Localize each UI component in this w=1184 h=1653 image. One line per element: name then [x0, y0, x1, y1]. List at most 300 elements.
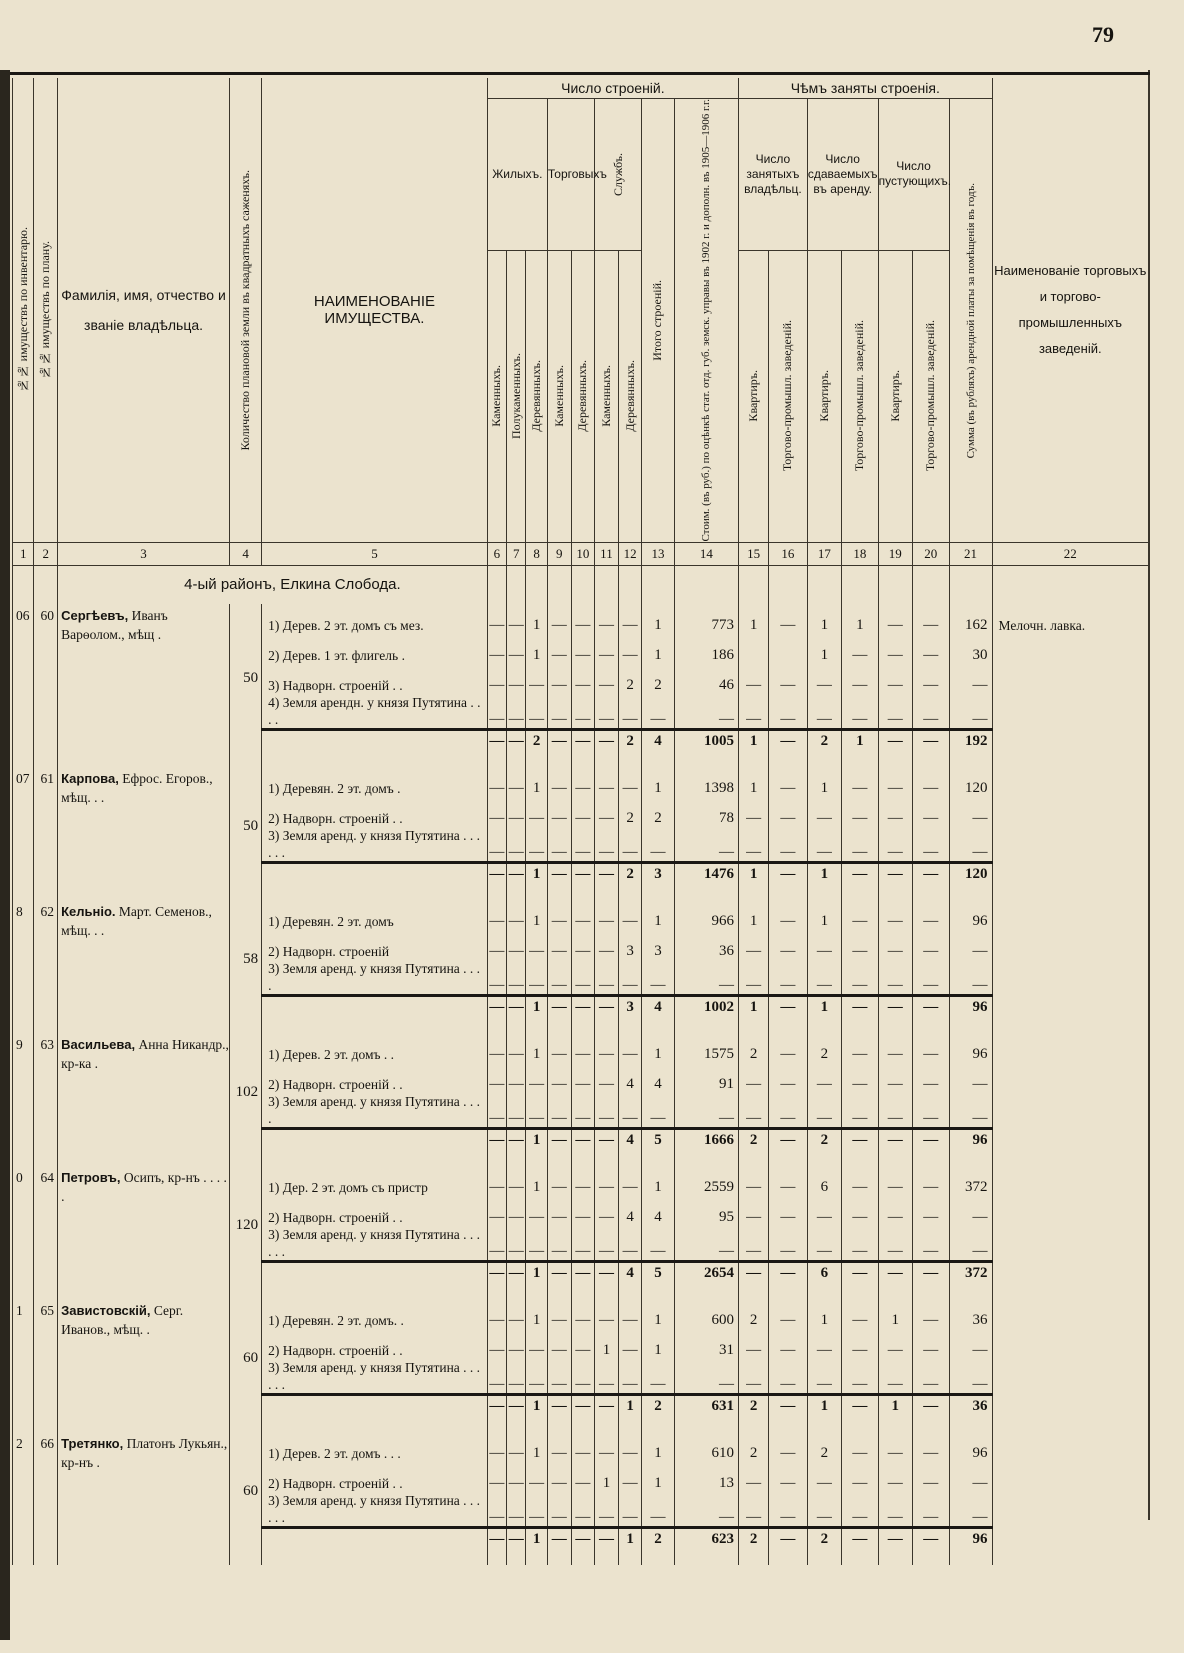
count-cell: 6: [807, 1166, 841, 1196]
header-service-wooden: Деревянныхъ.: [618, 250, 642, 542]
total-count-cell: —: [912, 1128, 949, 1152]
count-cell: 2: [739, 1033, 769, 1063]
total-count-cell: —: [487, 729, 506, 753]
count-cell: —: [842, 900, 879, 930]
owner-details: Анна Никандр., кр-ка .: [61, 1036, 229, 1071]
count-cell: 1: [807, 900, 841, 930]
plan-number: 64: [34, 1166, 58, 1285]
count-cell: —: [642, 1492, 674, 1528]
count-cell: —: [769, 1329, 808, 1359]
property-description: 1) Деревян. 2 эт. домъ. .: [262, 1299, 488, 1329]
total-count-cell: 1: [807, 995, 841, 1019]
count-cell: —: [595, 1166, 619, 1196]
total-rent-cell: 96: [949, 995, 992, 1019]
value-cell: 78: [674, 797, 738, 827]
column-number: 3: [58, 542, 230, 565]
total-spacer: [262, 862, 488, 886]
count-cell: —: [487, 634, 506, 664]
count-cell: —: [878, 930, 912, 960]
count-cell: —: [878, 900, 912, 930]
count-cell: —: [571, 694, 595, 730]
property-ledger-table: [12, 78, 1148, 1565]
property-description: 3) Надворн. строеній . .: [262, 664, 488, 694]
row-gap: [13, 1152, 1149, 1166]
count-cell: —: [618, 1432, 642, 1462]
count-cell: —: [571, 930, 595, 960]
count-cell: —: [912, 960, 949, 996]
column-number: 9: [547, 542, 571, 565]
rent-cell: 96: [949, 1033, 992, 1063]
count-cell: —: [487, 604, 506, 634]
count-cell: —: [595, 1063, 619, 1093]
count-cell: —: [618, 1033, 642, 1063]
count-cell: —: [878, 694, 912, 730]
header-service: Службъ.: [595, 99, 642, 251]
column-number: 22: [992, 542, 1148, 565]
count-cell: —: [842, 1329, 879, 1359]
count-cell: —: [878, 664, 912, 694]
count-cell: —: [912, 1093, 949, 1129]
count-cell: —: [618, 1226, 642, 1262]
rent-cell: 96: [949, 1432, 992, 1462]
count-cell: —: [487, 1359, 506, 1395]
business-name: [992, 930, 1148, 960]
total-count-cell: 1: [526, 1261, 547, 1285]
total-count-cell: —: [571, 1128, 595, 1152]
total-count-cell: —: [878, 1527, 912, 1551]
value-cell: 31: [674, 1329, 738, 1359]
count-cell: 1: [842, 604, 879, 634]
total-rent-cell: 96: [949, 1128, 992, 1152]
rent-cell: —: [949, 930, 992, 960]
count-cell: —: [878, 1492, 912, 1528]
total-count-cell: 2: [618, 862, 642, 886]
value-cell: 600: [674, 1299, 738, 1329]
owner-surname: Сергѣевъ,: [61, 607, 129, 623]
business-name: [992, 797, 1148, 827]
total-count-cell: 1: [618, 1527, 642, 1551]
count-cell: —: [547, 1166, 571, 1196]
total-spacer: [262, 1128, 488, 1152]
total-count-cell: —: [912, 995, 949, 1019]
count-cell: 1: [642, 604, 674, 634]
property-description: 1) Деревян. 2 эт. домъ: [262, 900, 488, 930]
count-cell: 2: [642, 797, 674, 827]
total-rent-cell: 36: [949, 1394, 992, 1418]
value-cell: —: [674, 1226, 738, 1262]
rent-cell: 96: [949, 900, 992, 930]
count-cell: —: [769, 1093, 808, 1129]
count-cell: —: [507, 930, 526, 960]
count-cell: —: [571, 1226, 595, 1262]
count-cell: —: [526, 1226, 547, 1262]
total-count-cell: —: [595, 1527, 619, 1551]
total-count-cell: —: [769, 1527, 808, 1551]
count-cell: —: [878, 1226, 912, 1262]
header-group-occupied: Чѣмъ заняты строенія.: [739, 78, 993, 99]
count-cell: —: [487, 694, 506, 730]
count-cell: —: [739, 1063, 769, 1093]
count-cell: —: [547, 900, 571, 930]
total-count-cell: —: [878, 729, 912, 753]
total-count-cell: [992, 1261, 1148, 1285]
total-count-cell: —: [507, 995, 526, 1019]
total-spacer: [262, 1394, 488, 1418]
inventory-number: 06: [13, 604, 34, 753]
page-right-rule: [1148, 70, 1150, 1520]
value-cell: 13: [674, 1462, 738, 1492]
count-cell: —: [487, 664, 506, 694]
count-cell: —: [595, 1033, 619, 1063]
total-spacer: [262, 1261, 488, 1285]
count-cell: —: [526, 1359, 547, 1395]
header-res-wooden: Деревянныхъ.: [526, 250, 547, 542]
owner-surname: Третянко,: [61, 1435, 124, 1451]
header-occ-owner: Число занятыхъ владѣльц.: [739, 99, 808, 251]
column-number: 14: [674, 542, 738, 565]
property-item-row: [13, 900, 1149, 930]
total-count-cell: —: [571, 995, 595, 1019]
count-cell: —: [842, 1166, 879, 1196]
column-number: 12: [618, 542, 642, 565]
count-cell: —: [547, 1299, 571, 1329]
value-cell: —: [674, 694, 738, 730]
land-area: 60: [229, 1432, 261, 1551]
count-cell: —: [526, 694, 547, 730]
business-name: [992, 900, 1148, 930]
count-cell: —: [842, 664, 879, 694]
count-cell: —: [595, 1093, 619, 1129]
row-gap: [13, 1019, 1149, 1033]
count-cell: 1: [739, 767, 769, 797]
count-cell: —: [807, 1063, 841, 1093]
count-cell: 2: [642, 664, 674, 694]
count-cell: —: [842, 1063, 879, 1093]
business-name: [992, 1329, 1148, 1359]
property-description: 3) Земля арeнд. у князя Путятина . . . . . .: [262, 1226, 488, 1262]
total-count-cell: 1: [526, 1394, 547, 1418]
count-cell: 1: [739, 900, 769, 930]
count-cell: —: [547, 827, 571, 863]
column-number: 11: [595, 542, 619, 565]
rent-cell: —: [949, 1462, 992, 1492]
count-cell: —: [547, 767, 571, 797]
count-cell: —: [526, 1329, 547, 1359]
value-cell: 1575: [674, 1033, 738, 1063]
count-cell: —: [487, 797, 506, 827]
header-total-buildings: Итого строеній.: [642, 99, 674, 543]
count-cell: —: [739, 827, 769, 863]
header-trade: Торговыхъ: [547, 99, 594, 251]
total-count-cell: 1: [739, 862, 769, 886]
district-row: [13, 565, 1149, 604]
owner-name: [58, 900, 230, 1019]
total-count-cell: —: [842, 995, 879, 1019]
total-count-cell: —: [547, 1527, 571, 1551]
total-count-cell: —: [571, 1527, 595, 1551]
count-cell: —: [547, 1063, 571, 1093]
count-cell: —: [526, 797, 547, 827]
count-cell: 2: [618, 664, 642, 694]
count-cell: —: [487, 900, 506, 930]
count-cell: —: [507, 1432, 526, 1462]
total-count-cell: —: [547, 1128, 571, 1152]
count-cell: —: [878, 960, 912, 996]
total-count-cell: 2: [642, 1394, 674, 1418]
property-description: 3) Земля арeнд. у князя Путятина . . . . . .: [262, 827, 488, 863]
count-cell: —: [878, 767, 912, 797]
business-name: [992, 827, 1148, 863]
total-count-cell: —: [595, 1394, 619, 1418]
total-count-cell: —: [547, 862, 571, 886]
count-cell: —: [807, 930, 841, 960]
count-cell: —: [571, 1329, 595, 1359]
owner-name: [58, 1432, 230, 1551]
count-cell: 1: [526, 634, 547, 664]
count-cell: —: [842, 1462, 879, 1492]
inventory-number: 07: [13, 767, 34, 886]
count-cell: —: [595, 1299, 619, 1329]
count-cell: —: [769, 1063, 808, 1093]
count-cell: 1: [595, 1462, 619, 1492]
value-cell: —: [674, 827, 738, 863]
total-count-cell: —: [507, 1394, 526, 1418]
count-cell: —: [807, 1329, 841, 1359]
count-cell: —: [571, 1166, 595, 1196]
count-cell: 1: [526, 1299, 547, 1329]
owner-surname: Петровъ,: [61, 1169, 121, 1185]
value-cell: 610: [674, 1432, 738, 1462]
count-cell: —: [571, 1432, 595, 1462]
owner-surname: Кельніо.: [61, 903, 116, 919]
total-count-cell: —: [842, 1527, 879, 1551]
rent-cell: —: [949, 960, 992, 996]
count-cell: —: [571, 960, 595, 996]
count-cell: 1: [526, 1432, 547, 1462]
header-empty-apartments: Квартиръ.: [878, 250, 912, 542]
header-inventory-no: №№ имуществъ по инвентарю.: [13, 78, 34, 542]
total-count-cell: —: [842, 1261, 879, 1285]
count-cell: —: [842, 767, 879, 797]
count-cell: —: [595, 694, 619, 730]
count-cell: —: [547, 1359, 571, 1395]
land-area: 50: [229, 604, 261, 753]
ledger-body: [13, 565, 1149, 1565]
count-cell: —: [769, 1432, 808, 1462]
count-cell: 2: [618, 797, 642, 827]
count-cell: —: [769, 1226, 808, 1262]
total-count-cell: —: [912, 729, 949, 753]
count-cell: —: [571, 1196, 595, 1226]
count-cell: —: [547, 1492, 571, 1528]
count-cell: —: [912, 604, 949, 634]
count-cell: —: [642, 1093, 674, 1129]
count-cell: —: [487, 930, 506, 960]
count-cell: —: [807, 960, 841, 996]
count-cell: 1: [642, 1329, 674, 1359]
count-cell: —: [507, 634, 526, 664]
count-cell: —: [842, 634, 879, 664]
value-cell: 36: [674, 930, 738, 960]
rent-cell: —: [949, 1093, 992, 1129]
count-cell: —: [878, 1033, 912, 1063]
count-cell: —: [642, 827, 674, 863]
count-cell: —: [739, 1226, 769, 1262]
plan-number: 66: [34, 1432, 58, 1551]
page-binding-edge: [0, 70, 10, 1640]
column-number: 5: [262, 542, 488, 565]
count-cell: —: [878, 1329, 912, 1359]
count-cell: —: [769, 900, 808, 930]
total-count-cell: —: [487, 995, 506, 1019]
count-cell: —: [642, 1226, 674, 1262]
count-cell: —: [526, 1063, 547, 1093]
plan-number: 65: [34, 1299, 58, 1418]
owner-surname: Карпова,: [61, 770, 119, 786]
count-cell: —: [571, 900, 595, 930]
total-count-cell: [992, 862, 1148, 886]
total-count-cell: 4: [642, 995, 674, 1019]
count-cell: —: [526, 930, 547, 960]
count-cell: —: [739, 1492, 769, 1528]
total-count-cell: —: [842, 1394, 879, 1418]
count-cell: —: [547, 1033, 571, 1063]
total-count-cell: —: [507, 1527, 526, 1551]
inventory-number: 2: [13, 1432, 34, 1551]
count-cell: —: [878, 604, 912, 634]
count-cell: —: [912, 827, 949, 863]
count-cell: —: [842, 1432, 879, 1462]
district-title: 4-ый районъ, Елкина Слобода.: [58, 565, 488, 604]
total-count-cell: —: [595, 995, 619, 1019]
count-cell: —: [595, 1226, 619, 1262]
total-count-cell: 2: [642, 1527, 674, 1551]
property-description: 4) Земля арендн. у князя Путятина . . . .: [262, 694, 488, 730]
count-cell: —: [807, 1196, 841, 1226]
count-cell: —: [642, 1359, 674, 1395]
count-cell: —: [842, 797, 879, 827]
count-cell: 2: [807, 1432, 841, 1462]
total-value-cell: 1005: [674, 729, 738, 753]
total-spacer: [262, 1527, 488, 1551]
total-count-cell: 2: [739, 1527, 769, 1551]
count-cell: —: [571, 1359, 595, 1395]
business-name: [992, 960, 1148, 996]
count-cell: —: [912, 694, 949, 730]
count-cell: —: [547, 1196, 571, 1226]
count-cell: —: [842, 1492, 879, 1528]
count-cell: —: [547, 664, 571, 694]
count-cell: —: [547, 604, 571, 634]
total-count-cell: [992, 1128, 1148, 1152]
count-cell: —: [618, 694, 642, 730]
total-value-cell: 2654: [674, 1261, 738, 1285]
count-cell: —: [912, 1166, 949, 1196]
total-count-cell: [992, 1527, 1148, 1551]
total-count-cell: [992, 995, 1148, 1019]
column-number: 8: [526, 542, 547, 565]
business-name: [992, 1166, 1148, 1196]
land-area: 58: [229, 900, 261, 1019]
total-count-cell: 2: [618, 729, 642, 753]
count-cell: —: [769, 930, 808, 960]
count-cell: —: [807, 1462, 841, 1492]
count-cell: —: [769, 604, 808, 634]
total-count-cell: —: [487, 1394, 506, 1418]
total-count-cell: —: [595, 1128, 619, 1152]
rent-cell: —: [949, 1063, 992, 1093]
property-item-row: [13, 1033, 1149, 1063]
owner-name: [58, 1033, 230, 1152]
business-name: [992, 1359, 1148, 1395]
count-cell: —: [642, 960, 674, 996]
count-cell: —: [595, 604, 619, 634]
count-cell: —: [547, 634, 571, 664]
header-rent-commercial: Торгово-промышл. заведеній.: [842, 250, 879, 542]
count-cell: —: [739, 930, 769, 960]
count-cell: —: [595, 930, 619, 960]
total-count-cell: 1: [739, 995, 769, 1019]
total-count-cell: 3: [618, 995, 642, 1019]
count-cell: —: [769, 1462, 808, 1492]
header-trade-stone: Каменныхъ.: [547, 250, 571, 542]
count-cell: —: [842, 960, 879, 996]
count-cell: —: [547, 1329, 571, 1359]
count-cell: —: [571, 1063, 595, 1093]
total-count-cell: —: [547, 1394, 571, 1418]
total-count-cell: —: [769, 1128, 808, 1152]
column-number: 13: [642, 542, 674, 565]
count-cell: —: [739, 694, 769, 730]
count-cell: —: [912, 1226, 949, 1262]
header-service-stone: Каменныхъ.: [595, 250, 619, 542]
header-res-semistone: Полукаменныхъ.: [507, 250, 526, 542]
total-count-cell: 4: [618, 1128, 642, 1152]
count-cell: —: [547, 797, 571, 827]
count-cell: —: [739, 1359, 769, 1395]
count-cell: —: [739, 1166, 769, 1196]
property-description: 2) Надворн. строеній . .: [262, 797, 488, 827]
total-count-cell: 1: [807, 862, 841, 886]
count-cell: —: [487, 1093, 506, 1129]
count-cell: —: [769, 1492, 808, 1528]
count-cell: —: [571, 1093, 595, 1129]
property-item-row: [13, 1432, 1149, 1462]
count-cell: —: [769, 960, 808, 996]
count-cell: —: [769, 1359, 808, 1395]
count-cell: —: [878, 1432, 912, 1462]
property-description: 2) Надворн. строеній . .: [262, 1329, 488, 1359]
count-cell: 2: [807, 1033, 841, 1063]
count-cell: —: [842, 827, 879, 863]
count-cell: —: [807, 664, 841, 694]
count-cell: —: [807, 827, 841, 863]
count-cell: 1: [807, 767, 841, 797]
count-cell: —: [618, 1299, 642, 1329]
count-cell: —: [878, 1063, 912, 1093]
business-name: [992, 1432, 1148, 1462]
count-cell: —: [912, 1033, 949, 1063]
total-value-cell: 631: [674, 1394, 738, 1418]
total-count-cell: —: [487, 862, 506, 886]
header-res-stone: Каменныхъ.: [487, 250, 506, 542]
count-cell: —: [807, 1359, 841, 1395]
inventory-number: 1: [13, 1299, 34, 1418]
property-description: 1) Дер. 2 эт. домъ съ пристр: [262, 1166, 488, 1196]
count-cell: —: [642, 694, 674, 730]
count-cell: 1: [526, 1166, 547, 1196]
total-count-cell: —: [878, 995, 912, 1019]
